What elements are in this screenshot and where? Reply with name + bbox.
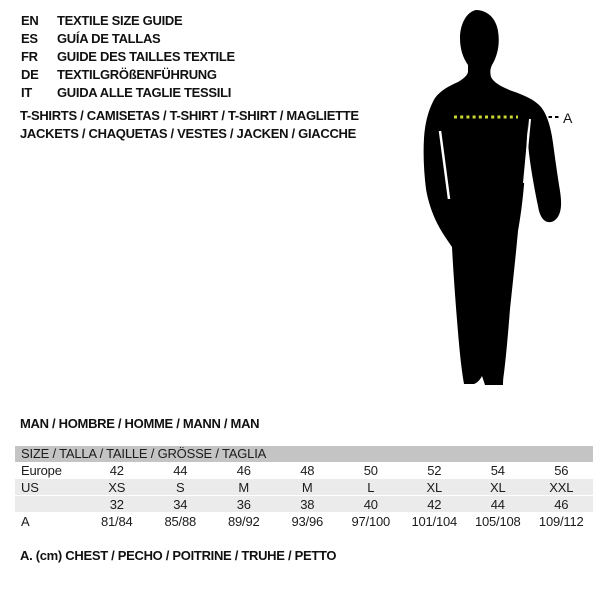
lang-code: FR [21,49,38,64]
table-cell: XXL [549,480,574,495]
table-cell: 36 [236,497,251,512]
table-cell: L [367,480,375,495]
man-silhouette [390,5,590,395]
table-cell: M [301,480,313,495]
measure-label-a: A [563,110,573,126]
table-cell: 85/88 [164,514,197,529]
table-cell: XL [489,480,506,495]
table-cell: 42 [427,497,442,512]
row-label: A [21,514,30,529]
table-cell: 52 [427,463,442,478]
table-cell: 48 [300,463,315,478]
table-row-europe [15,462,593,479]
section-heading-man: MAN / HOMBRE / HOMME / MANN / MAN [20,416,260,431]
table-cell: 97/100 [351,514,391,529]
category-block [20,107,359,143]
table-cell: 46 [236,463,251,478]
table-cell: 40 [363,497,378,512]
table-cell: XS [108,480,126,495]
lang-label: TEXTILE SIZE GUIDE [57,13,183,28]
lang-code: ES [21,31,38,46]
lang-label: TEXTILGRÖßENFÜHRUNG [57,67,217,82]
lang-code: EN [21,13,39,28]
table-cell: XL [426,480,442,495]
table-cell: S [176,480,185,495]
table-row-us [15,479,593,496]
table-row-chest-a [15,513,593,530]
table-cell: 44 [173,463,188,478]
lang-row-fr [21,48,235,66]
category-line-tshirts: T-SHIRTS / CAMISETAS / T-SHIRT / T-SHIRT / MAGLIETTE [20,108,359,123]
table-cell: 105/108 [474,514,521,529]
row-label [15,496,85,512]
lang-label: GUIDA ALLE TAGLIE TESSILI [57,85,232,100]
row-label: US [21,480,39,495]
man-silhouette-body [424,10,561,385]
size-table [15,446,593,530]
size-table-header: SIZE / TALLA / TAILLE / GRÖSSE / TAGLIA [15,446,593,462]
table-cell: 50 [363,463,378,478]
table-cell: 38 [300,497,315,512]
table-cell: 44 [490,497,505,512]
table-cell: 101/104 [411,514,458,529]
table-cell: 46 [554,497,569,512]
figure-wrap [390,5,590,395]
lang-row-es [21,30,235,48]
table-cell: 32 [109,497,124,512]
table-cell: M [238,480,250,495]
table-cell: 89/92 [227,514,260,529]
lang-label: GUIDE DES TAILLES TEXTILE [57,49,235,64]
measurement-footnote: A. (cm) CHEST / PECHO / POITRINE / TRUHE / PETTO [20,548,337,563]
table-cell: 109/112 [538,514,584,529]
table-cell: 34 [173,497,188,512]
lang-label: GUÍA DE TALLAS [57,31,161,46]
table-cell: 56 [554,463,569,478]
table-cell: 42 [109,463,124,478]
lang-row-it [21,84,235,102]
table-cell: 81/84 [100,514,133,529]
lang-row-de [21,66,235,84]
lang-row-en [21,12,235,30]
table-cell: 54 [490,463,505,478]
table-row-numeric [15,496,593,513]
language-list [21,12,235,102]
lang-code: IT [21,85,32,100]
row-label: Europe [21,463,62,478]
category-line-jackets: JACKETS / CHAQUETAS / VESTES / JACKEN / GIACCHE [20,126,356,141]
table-cell: 93/96 [291,514,324,529]
lang-code: DE [21,67,39,82]
